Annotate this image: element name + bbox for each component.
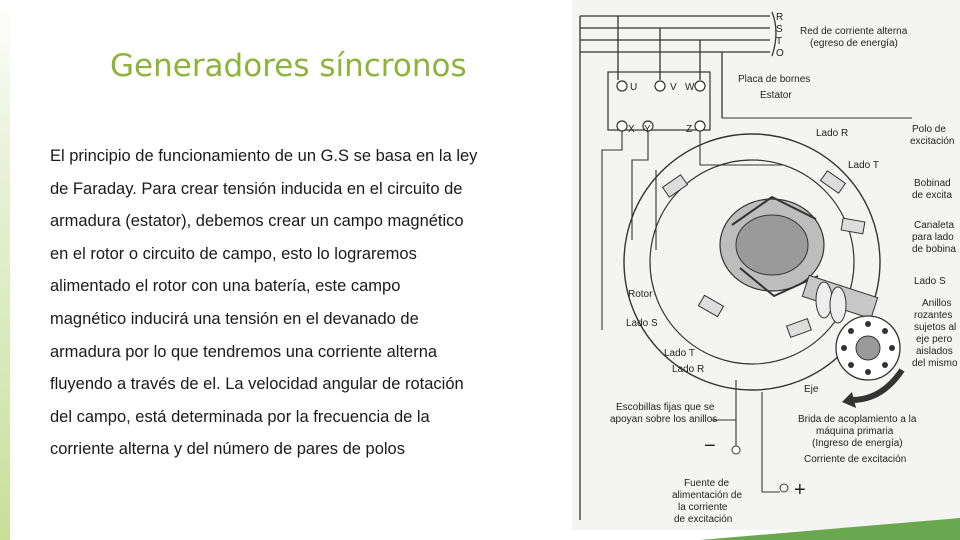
- coupling-flange: [836, 316, 900, 380]
- label-anillos-5: aislados: [916, 346, 953, 357]
- bus-letter: S: [776, 24, 783, 35]
- label-lado-r: Lado R: [816, 128, 849, 139]
- body-line: armadura por lo que tendremos una corriente alterna: [50, 342, 438, 361]
- label-lado-s-right: Lado S: [914, 276, 946, 287]
- label-red-sub: (egreso de energía): [810, 38, 898, 49]
- label-placa: Placa de bornes: [738, 74, 811, 85]
- body-line: alimentado el rotor con una batería, este campo: [50, 277, 401, 296]
- terminal-x: X: [628, 124, 635, 135]
- left-accent-bar: [0, 0, 10, 540]
- label-anillos-4: eje pero: [916, 334, 953, 345]
- label-polo: Polo de: [912, 124, 946, 135]
- label-lado-t-top: Lado T: [848, 160, 879, 171]
- bus-letter: T: [776, 36, 783, 47]
- label-lado-r-bottom: Lado R: [672, 364, 705, 375]
- label-fuente-3: la corriente: [678, 502, 728, 513]
- generator-diagram: [572, 0, 960, 530]
- label-fuente-2: alimentación de: [672, 490, 743, 501]
- body-line: de Faraday. Para crear tensión inducida en el circuito de: [50, 179, 463, 198]
- label-anillos: Anillos: [922, 298, 952, 309]
- label-rotor: Rotor: [628, 289, 653, 300]
- body-line: fluyendo a través de el. La velocidad angular de rotación: [50, 375, 464, 394]
- body-line: corriente alterna y del número de pares de polos: [50, 440, 405, 459]
- slide-title: Generadores síncronos: [110, 48, 467, 84]
- label-red: Red de corriente alterna: [800, 26, 908, 37]
- label-brida-2: máquina primaria: [816, 426, 894, 437]
- brush-wiring: [712, 380, 780, 492]
- bus-letters: [776, 12, 784, 59]
- terminal-z: Z: [686, 124, 693, 135]
- brush-terminal-plus: [780, 484, 788, 492]
- generator-diagram-svg: [572, 0, 960, 530]
- label-fuente-4: de excitación: [674, 514, 733, 525]
- label-lado-t-bottom: Lado T: [664, 348, 695, 359]
- label-canaleta: Canaleta: [914, 220, 955, 231]
- body-line: El principio de funcionamiento de un G.S se basa en la ley: [50, 147, 478, 165]
- body-line: del campo, está determinada por la frecuencia de la: [50, 407, 430, 426]
- body-line: armadura (estator), debemos crear un campo magnético: [50, 212, 464, 231]
- terminal-v: V: [670, 82, 677, 93]
- plus-sign: +: [794, 479, 806, 501]
- body-paragraph: [50, 140, 540, 466]
- label-corriente: Corriente de excitación: [804, 454, 907, 465]
- body-line: en el rotor o circuito de campo, esto lo lograremos: [50, 244, 417, 263]
- bus-letter: R: [776, 12, 784, 23]
- bus-letter: O: [776, 48, 784, 59]
- body-line: magnético inducirá una tensión en el devanado de: [50, 309, 419, 328]
- label-bobinado: Bobinad: [914, 178, 951, 189]
- label-polo-sub: excitación: [910, 136, 955, 147]
- label-brida-3: (Ingreso de energía): [812, 438, 903, 449]
- label-escobillas: Escobillas fijas que se: [616, 402, 715, 413]
- terminal-y: Y: [644, 124, 651, 135]
- brush-terminal-minus: [732, 446, 740, 454]
- label-canaleta-2: para lado: [912, 232, 954, 243]
- terminal-w: W: [685, 82, 695, 93]
- label-estator: Estator: [760, 90, 792, 101]
- label-brida: Brida de acoplamiento a la: [798, 414, 917, 425]
- label-fuente: Fuente de: [684, 478, 730, 489]
- label-anillos-6: del mismo: [912, 358, 958, 369]
- label-eje: Eje: [804, 384, 819, 395]
- terminal-u: U: [630, 82, 638, 93]
- label-anillos-2: rozantes: [914, 310, 953, 321]
- rotation-arrow-head: [842, 392, 856, 408]
- label-lado-s-left: Lado S: [626, 318, 658, 329]
- label-escobillas-2: apoyan sobre los anillos: [610, 414, 718, 425]
- label-canaleta-3: de bobina: [912, 244, 956, 255]
- label-bobinado-sub: de excita: [912, 190, 953, 201]
- bottom-right-accent: [700, 518, 960, 540]
- minus-sign: −: [704, 435, 716, 457]
- label-anillos-3: sujetos al: [914, 322, 957, 333]
